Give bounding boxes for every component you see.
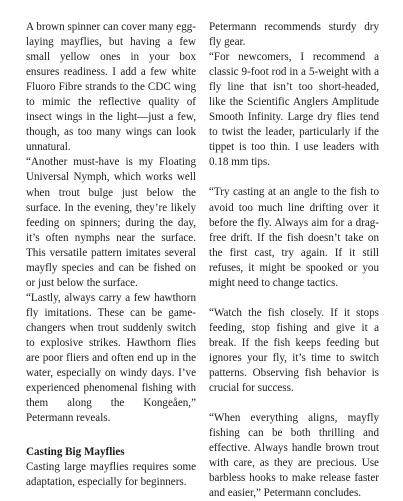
paragraph-casting-intro: Casting large mayflies requires some adaptation, especially for beginners. <box>26 461 196 489</box>
paragraph-casting-angle: “Try casting at an angle to the fish to avoid too much line drifting over it before the fly. Always aim for a drag-free drift. If the fish doesn’t take on the first cast, try again. If it still refuses, it might be spooked or you might need to change tactics. <box>209 186 379 289</box>
section-heading-casting-big-mayflies: Casting Big Mayflies <box>26 446 125 459</box>
paragraph-floating-universal-nymph: “Another must-have is my Floating Universal Nymph, which works well when trout bulge just below the surface. In the evening, they’re likely feeding on spinners; during the day, it’s often nymphs near the surface. This versatile pattern imitates several mayfly species and can be fished on or just below the surface. <box>26 156 196 289</box>
paragraph-brown-spinner: A brown spinner can cover many egg-laying mayflies, but having a few small yellow ones in your box ensures readiness. I add a few white Fluoro Fibre strands to the CDC wing to mimic the reflective quality of insect wings in the light—just a few, though, as too many wings can look unnatural. <box>26 21 196 154</box>
right-column <box>209 20 379 500</box>
paragraph-conclusion: “When everything aligns, mayfly fishing can be both thrilling and effective. Always handle brown trout with care, as they are precious. Use barbless hooks to make release faster and easier,” Petermann concludes. <box>209 412 379 500</box>
left-column <box>26 20 196 489</box>
paragraph-watch-fish: “Watch the fish closely. If it stops feeding, stop fishing and give it a break. If the fish keeps feeding but ignores your fly, it’s time to switch patterns. Observing fish behavior is crucial for success. <box>209 306 379 395</box>
paragraph-hawthorn-fly: “Lastly, always carry a few hawthorn fly imitations. These can be game-changers when trout suddenly switch to explosive strikes. Hawthorn flies are poor fliers and often end up in the water, especially on windy days. I’ve experienced phenomenal fishing with them along the Kongeåen,” Petermann reveals. <box>26 291 196 425</box>
paragraph-rod-recommendation: “For newcomers, I recommend a classic 9-foot rod in a 5-weight with a fly line that isn’t too short-headed, like the Scientific Anglers Amplitude Smooth Infinity. Large dry flies tend to twist the leader, particularly if the tippet is too thin. I use leaders with 0.18 mm tips. <box>209 51 379 169</box>
paragraph-dry-fly-gear: Petermann recommends sturdy dry fly gear. <box>209 21 379 49</box>
